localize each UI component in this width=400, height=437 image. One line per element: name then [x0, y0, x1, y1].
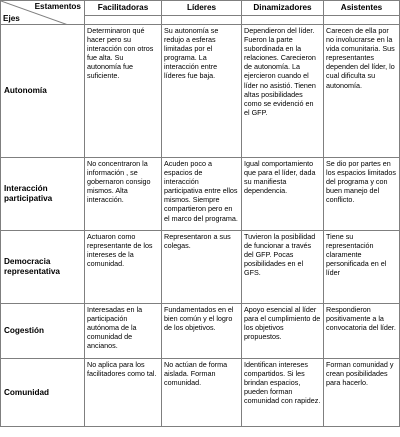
table-cell: Tuvieron la posibilidad de funcionar a través del GFP. Pocas posibilidades en el GFS. — [242, 231, 324, 304]
spacer-cell — [85, 16, 162, 25]
table-cell: Actuaron como representante de los intereses de la comunidad. — [85, 231, 162, 304]
table-cell: Igual comportamiento que para el líder, dada su manifiesta dependencia. — [242, 158, 324, 231]
column-header-lideres: Líderes — [162, 1, 242, 16]
table-row-democracia — [1, 231, 400, 304]
corner-header-cell — [1, 1, 85, 25]
header-row — [1, 1, 400, 16]
table-row-interaccion — [1, 158, 400, 231]
table-cell: Apoyo esencial al líder para el cumplimiento de los objetivos propuestos. — [242, 304, 324, 359]
table-cell: Se dio por partes en los espacios limitados del programa y con buen manejo del conflicto. — [324, 158, 400, 231]
table-cell: No aplica para los facilitadores como tal. — [85, 359, 162, 427]
table-cell: Carecen de ella por no involucrarse en la vida comunitaria. Sus representantes dependen del líder, lo cual dificulta su autonomía. — [324, 25, 400, 158]
column-header-asistentes: Asistentes — [324, 1, 400, 16]
ejes-label: Ejes — [3, 13, 20, 23]
table-row-comunidad — [1, 359, 400, 427]
column-header-facilitadoras: Facilitadoras — [85, 1, 162, 16]
spacer-cell — [242, 16, 324, 25]
table-cell: Respondieron positivamente a la convocatoria del líder. — [324, 304, 400, 359]
table-cell: No concentraron la información , se gobernaron consigo mismos. Alta interacción. — [85, 158, 162, 231]
table-cell: Forman comunidad y crean posibilidades para hacerlo. — [324, 359, 400, 427]
column-header-dinamizadores: Dinamizadores — [242, 1, 324, 16]
table-cell: Determinaron qué hacer pero su interacción con otros fue alta. Su autonomía fue suficiente. — [85, 25, 162, 158]
row-header-autonomia: Autonomía — [1, 25, 85, 158]
table-cell: Fundamentados en el bien común y el logro de los objetivos. — [162, 304, 242, 359]
estamentos-label: Estamentos — [34, 2, 81, 11]
table-row-cogestion — [1, 304, 400, 359]
row-header-comunidad: Comunidad — [1, 359, 85, 427]
spacer-cell — [162, 16, 242, 25]
row-header-democracia: Democracia representativa — [1, 231, 85, 304]
table-cell: Acuden poco a espacios de interacción participativa entre ellos mismos. Siempre compartieron pero en el marco del programa. — [162, 158, 242, 231]
table-cell: Tiene su representación claramente personificada en el líder — [324, 231, 400, 304]
table-row-autonomia — [1, 25, 400, 158]
table-cell: Dependieron del líder. Fueron la parte subordinada en la relaciones. Carecieron de autonomía. La ejercieron cuando el líder no asistió. Tienen altas posibilidades como se evidenció en el GFP. — [242, 25, 324, 158]
row-header-interaccion: Interacción participativa — [1, 158, 85, 231]
table-cell: Su autonomía se redujo a esferas limitadas por el programa. La interacción entre líderes fue baja. — [162, 25, 242, 158]
row-header-cogestion: Cogestión — [1, 304, 85, 359]
table-cell: Representaron a sus colegas. — [162, 231, 242, 304]
table-cell: Interesadas en la participación autónoma de la comunidad de ancianos. — [85, 304, 162, 359]
table-cell: Identifican intereses compartidos. Si les brindan espacios, pueden forman comunidad con rapidez. — [242, 359, 324, 427]
table-cell: No actúan de forma aislada. Forman comunidad. — [162, 359, 242, 427]
spacer-cell — [324, 16, 400, 25]
